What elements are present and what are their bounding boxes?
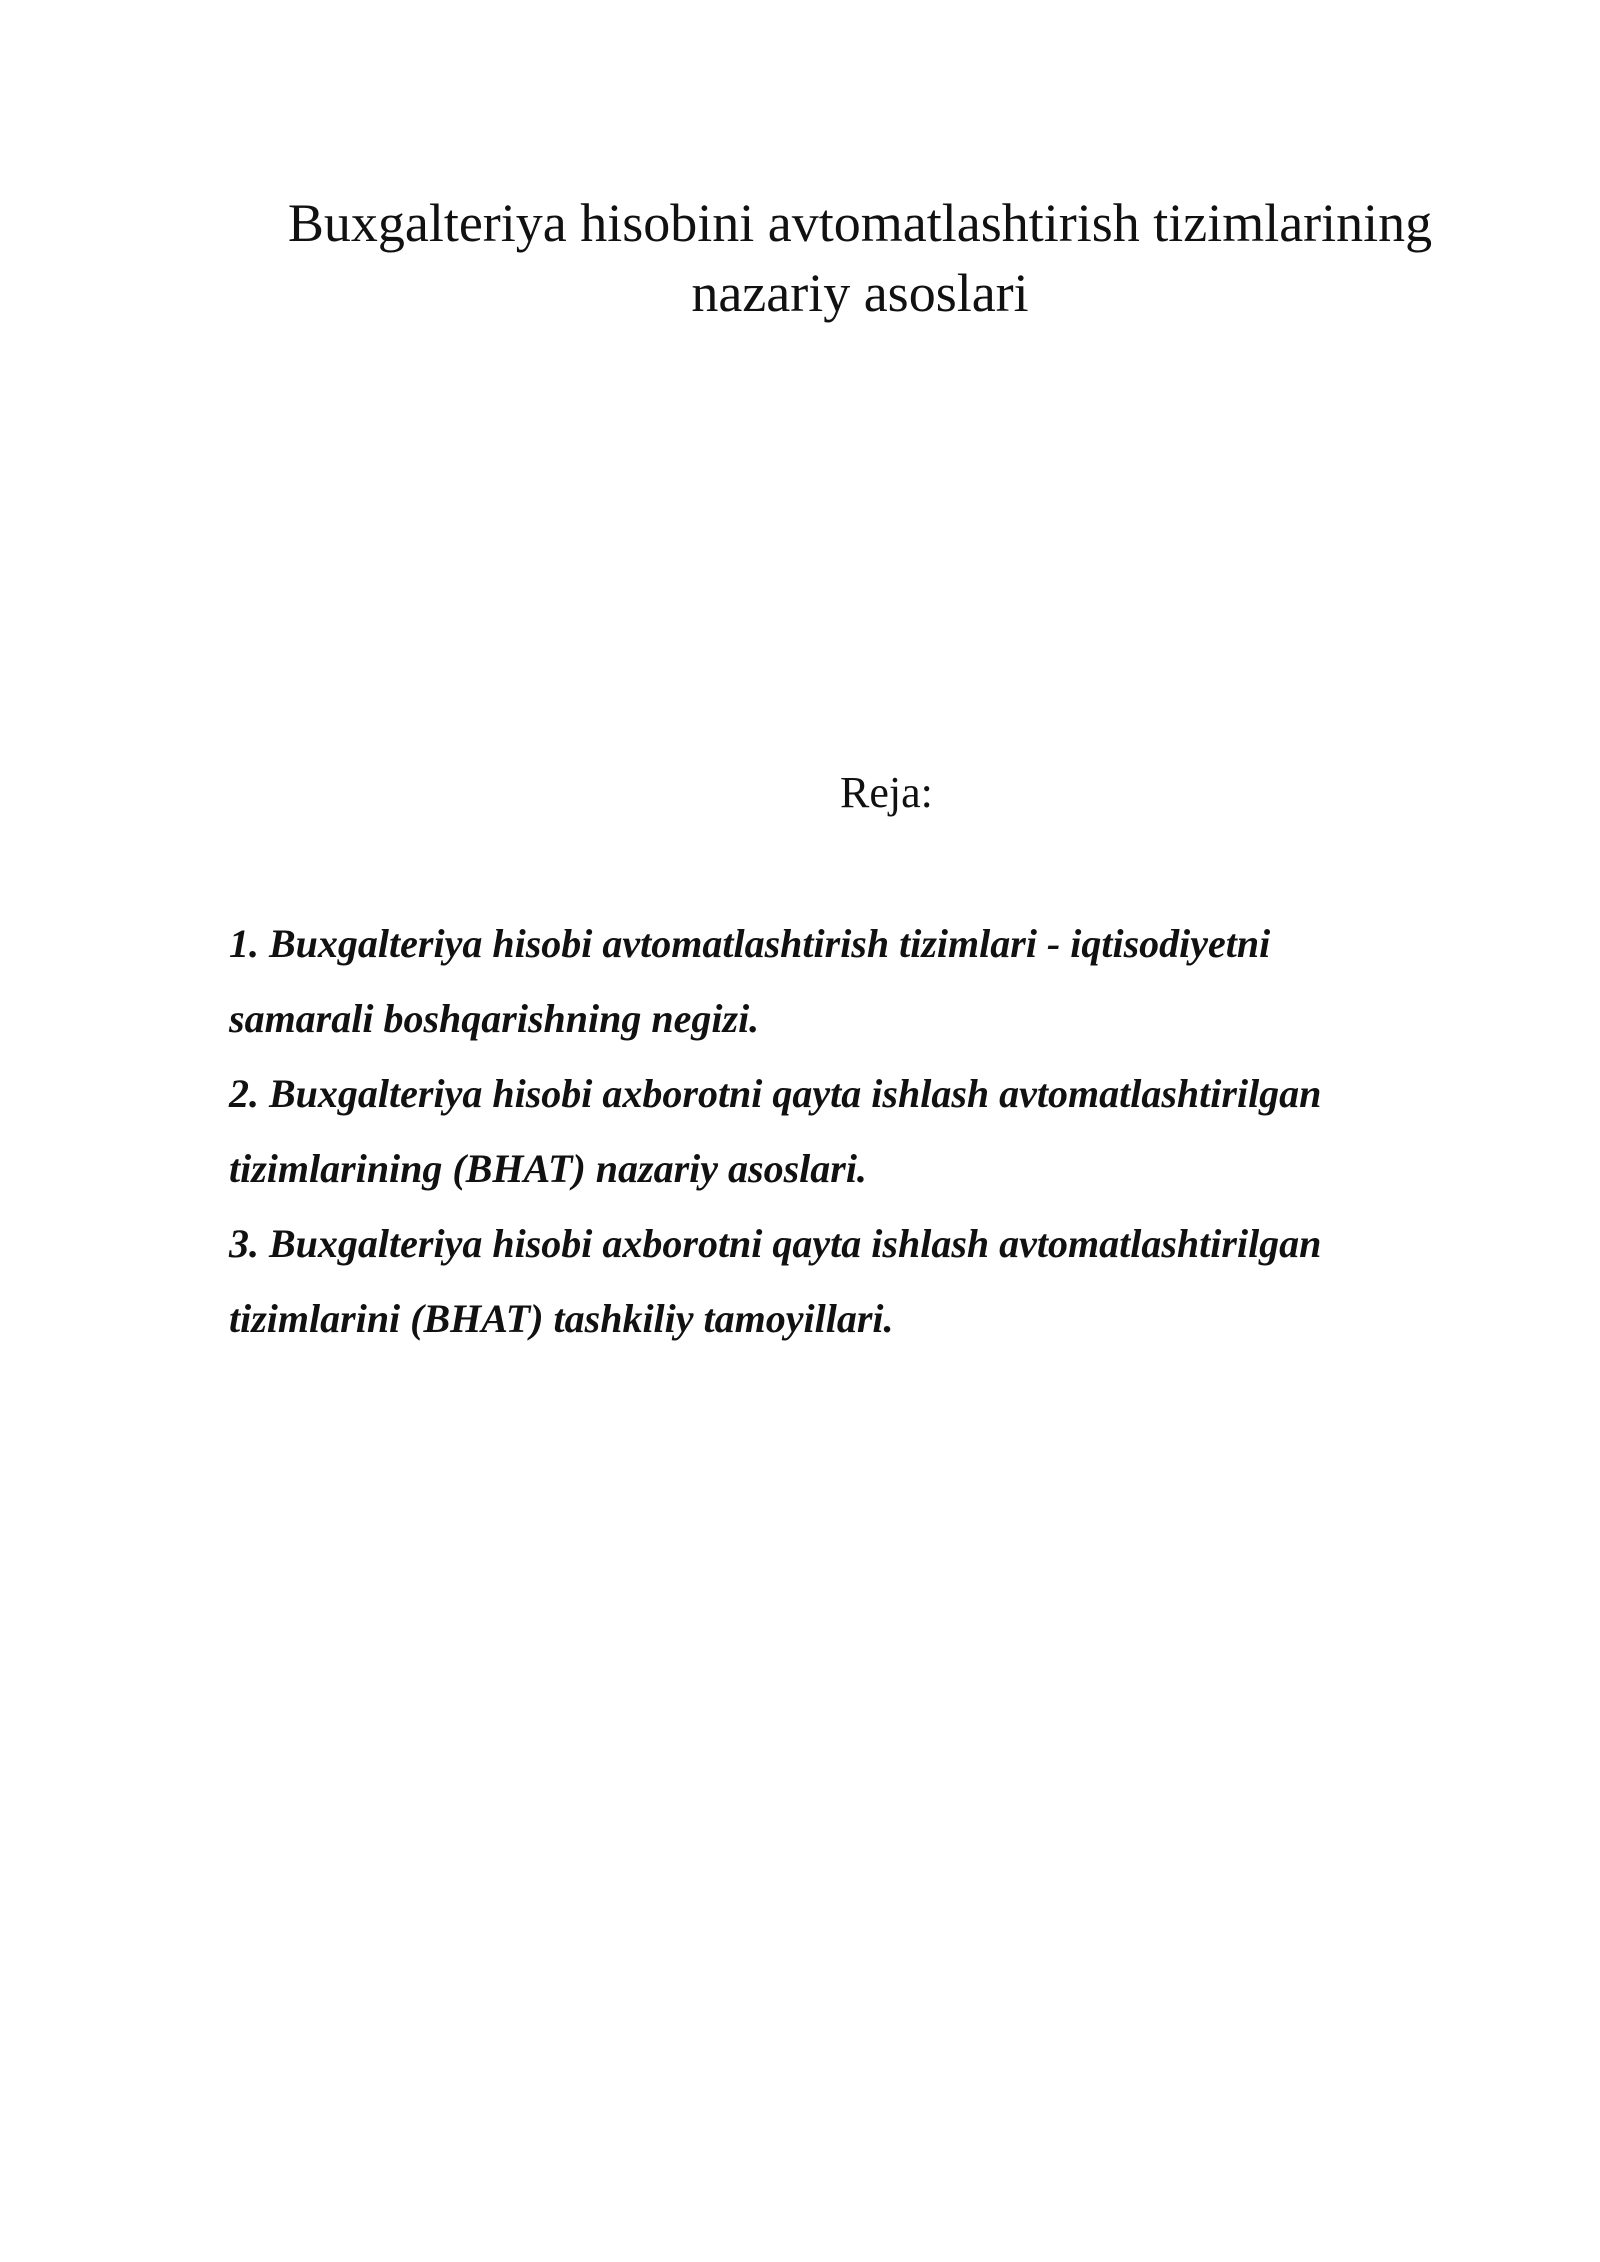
plan-list bbox=[229, 906, 1459, 1356]
document-title bbox=[200, 188, 1520, 328]
plan-item-line: tizimlarining (BHAT) nazariy asoslari. bbox=[229, 1146, 867, 1191]
plan-item-line: 3. Buxgalteriya hisobi axborotni qayta ishlash avtomatlashtirilgan bbox=[229, 1221, 1322, 1266]
plan-heading: Reja: bbox=[840, 768, 933, 817]
title-line: nazariy asoslari bbox=[691, 263, 1029, 324]
title-line: Buxgalteriya hisobini avtomatlashtirish tizimlarining bbox=[287, 193, 1433, 254]
plan-item-line: tizimlarini (BHAT) tashkiliy tamoyillari. bbox=[229, 1296, 894, 1341]
plan-item-line: samarali boshqarishning negizi. bbox=[229, 996, 760, 1041]
plan-item-line: 2. Buxgalteriya hisobi axborotni qayta ishlash avtomatlashtirilgan bbox=[229, 1071, 1322, 1116]
plan-item-line: 1. Buxgalteriya hisobi avtomatlashtirish tizimlari - iqtisodiyetni bbox=[229, 921, 1271, 966]
